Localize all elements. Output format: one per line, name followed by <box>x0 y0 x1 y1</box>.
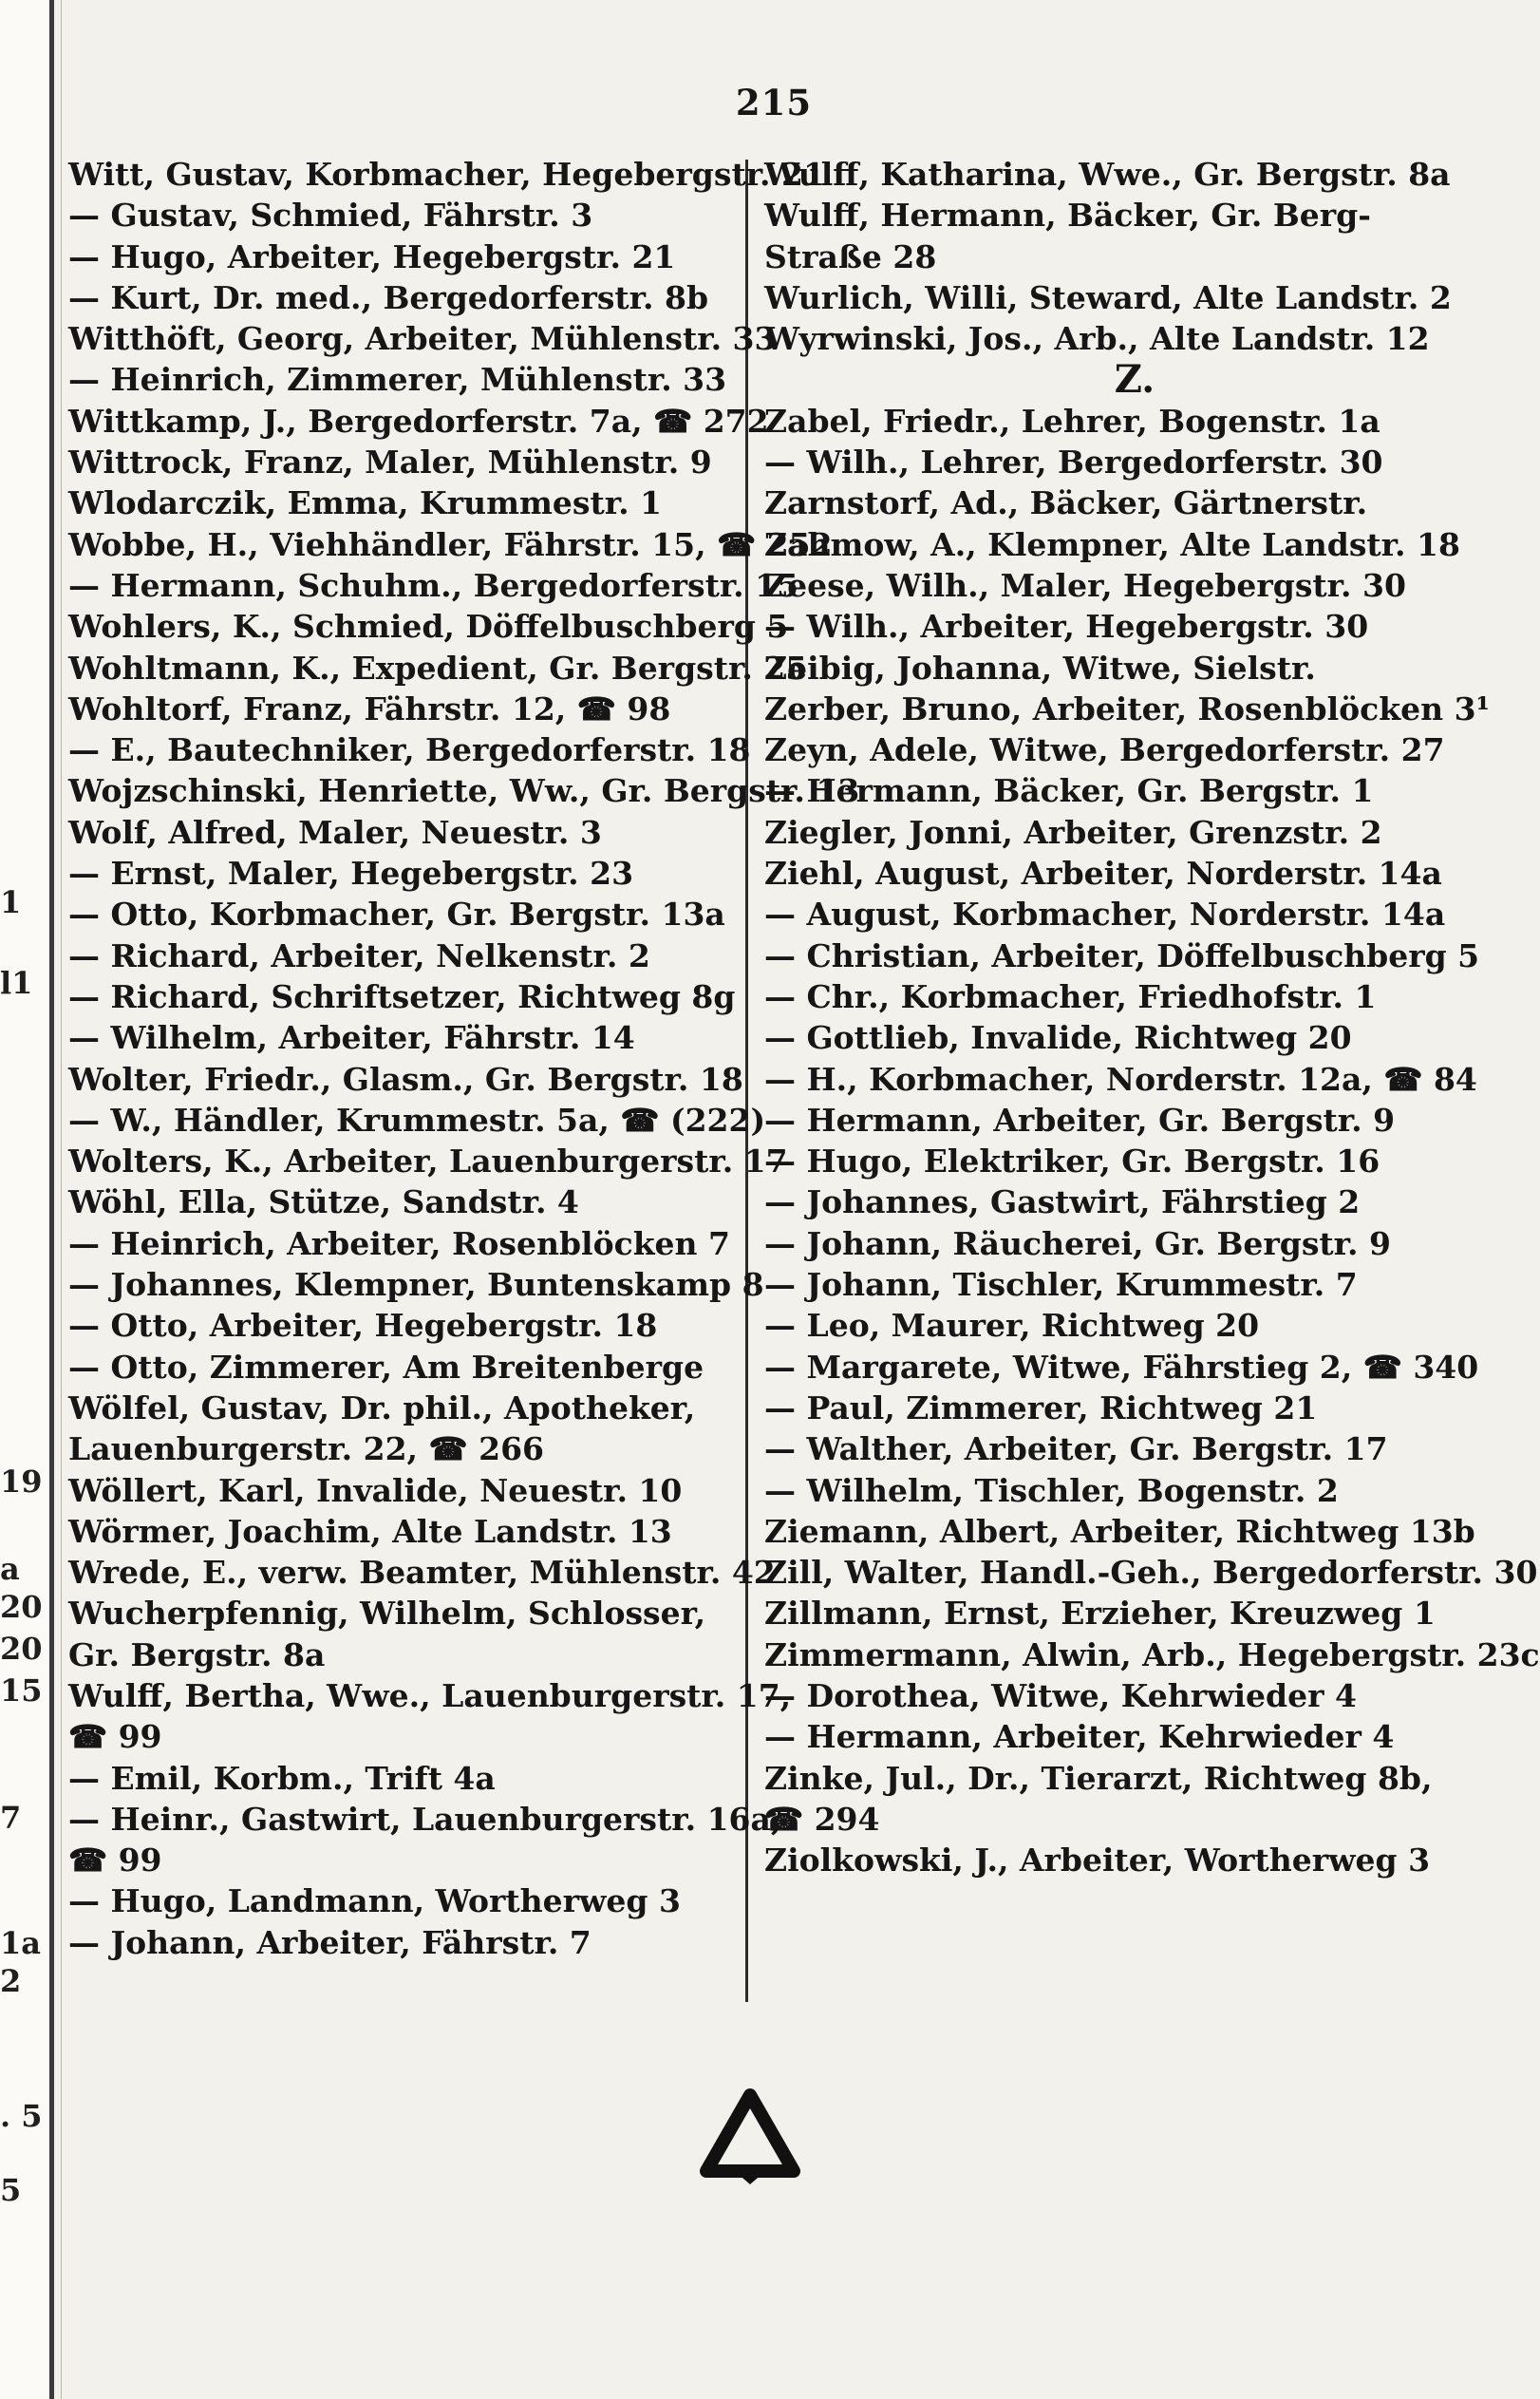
right-entry: Wulff, Katharina, Wwe., Gr. Bergstr. 8a <box>764 156 1451 193</box>
left-entry: Wlodarczik, Emma, Krummestr. 1 <box>68 484 663 522</box>
margin-fragment: l1 <box>0 965 33 1001</box>
left-entry: Wölfel, Gustav, Dr. phil., Apotheker, <box>68 1388 696 1426</box>
left-entry: — E., Bautechniker, Bergedorferstr. 18 <box>68 731 751 769</box>
left-entry: Wohltmann, K., Expedient, Gr. Bergstr. 25 <box>68 649 808 687</box>
left-entry: — Ernst, Maler, Hegebergstr. 23 <box>68 855 634 893</box>
right-entry: Straße 28 <box>764 237 937 275</box>
left-entry: Gr. Bergstr. 8a <box>68 1635 326 1673</box>
left-entry: Lauenburgerstr. 22, ☎ 266 <box>68 1430 545 1468</box>
right-entry: Wyrwinski, Jos., Arb., Alte Landstr. 12 <box>764 320 1430 358</box>
margin-fragment: 7 <box>0 1800 22 1836</box>
left-entry: — Johann, Arbeiter, Fährstr. 7 <box>68 1923 592 1961</box>
right-entry: Zeyn, Adele, Witwe, Bergedorferstr. 27 <box>764 731 1445 769</box>
right-entry: — Christian, Arbeiter, Döffelbuschberg 5 <box>764 936 1480 974</box>
margin-fragment: 5 <box>0 2172 22 2208</box>
right-entry: — Wilhelm, Tischler, Bogenstr. 2 <box>764 1471 1339 1509</box>
right-entry: Zeese, Wilh., Maler, Hegebergstr. 30 <box>764 566 1406 604</box>
left-entry: Wittrock, Franz, Maler, Mühlenstr. 9 <box>68 444 712 482</box>
left-entry: — Hermann, Schuhm., Bergedorferstr. 15 <box>68 566 799 604</box>
right-entry: Z. <box>1114 357 1155 403</box>
right-entry: — Hugo, Elektriker, Gr. Bergstr. 16 <box>764 1143 1380 1181</box>
left-entry: — Kurt, Dr. med., Bergedorferstr. 8b <box>68 278 709 316</box>
binding-edge-line <box>49 0 54 2399</box>
triangle-ornament-icon <box>701 2089 799 2184</box>
left-entry: Wojzschinski, Henriette, Ww., Gr. Bergstr. 13 <box>68 772 860 810</box>
left-entry: — Emil, Korbm., Trift 4a <box>68 1759 496 1797</box>
left-entry: — Richard, Arbeiter, Nelkenstr. 2 <box>68 936 650 974</box>
left-entry: Wolter, Friedr., Glasm., Gr. Bergstr. 18 <box>68 1060 743 1098</box>
left-entry: ☎ 99 <box>68 1718 162 1756</box>
right-entry: Zill, Walter, Handl.-Geh., Bergedorferstr. 30 <box>764 1554 1538 1592</box>
left-entry: — Heinrich, Zimmerer, Mühlenstr. 33 <box>68 361 727 399</box>
left-entry: Wöhl, Ella, Stütze, Sandstr. 4 <box>68 1183 579 1221</box>
right-entry: Wurlich, Willi, Steward, Alte Landstr. 2 <box>764 278 1452 316</box>
left-entry: — Wilhelm, Arbeiter, Fährstr. 14 <box>68 1019 635 1057</box>
left-entry: — Richard, Schriftsetzer, Richtweg 8g <box>68 977 736 1015</box>
left-entry: — Heinrich, Arbeiter, Rosenblöcken 7 <box>68 1224 730 1262</box>
right-entry: — H., Korbmacher, Norderstr. 12a, ☎ 84 <box>764 1060 1477 1098</box>
left-entry: Wobbe, H., Viehhändler, Fährstr. 15, ☎ 252 <box>68 525 833 563</box>
right-entry: Zerber, Bruno, Arbeiter, Rosenblöcken 3¹ <box>764 689 1491 727</box>
right-entry: Zinke, Jul., Dr., Tierarzt, Richtweg 8b, <box>764 1759 1433 1797</box>
left-entry: Wulff, Bertha, Wwe., Lauenburgerstr. 17, <box>68 1676 792 1714</box>
margin-fragment: 20 <box>0 1631 43 1667</box>
right-entry: — August, Korbmacher, Norderstr. 14a <box>764 896 1446 934</box>
right-entry: — Wilh., Lehrer, Bergedorferstr. 30 <box>764 444 1383 482</box>
left-entry: — Otto, Korbmacher, Gr. Bergstr. 13a <box>68 896 725 934</box>
right-entry: — Hermann, Arbeiter, Kehrwieder 4 <box>764 1718 1395 1756</box>
right-entry: — Gottlieb, Invalide, Richtweg 20 <box>764 1019 1352 1057</box>
right-entry: — Leo, Maurer, Richtweg 20 <box>764 1307 1260 1345</box>
page-number: 215 <box>735 82 813 123</box>
margin-fragment: 1 <box>0 884 22 920</box>
right-entry: — Hermann, Arbeiter, Gr. Bergstr. 9 <box>764 1101 1396 1139</box>
left-entry: — Heinr., Gastwirt, Lauenburgerstr. 16a, <box>68 1800 782 1838</box>
right-entry: Ziemann, Albert, Arbeiter, Richtweg 13b <box>764 1512 1475 1550</box>
left-entry: Wittkamp, J., Bergedorferstr. 7a, ☎ 272 <box>68 402 769 440</box>
right-entry: — Paul, Zimmerer, Richtweg 21 <box>764 1388 1318 1426</box>
right-entry: Zeibig, Johanna, Witwe, Sielstr. <box>764 649 1316 687</box>
right-column <box>764 154 1540 1880</box>
right-entry: — Johann, Tischler, Krummestr. 7 <box>764 1266 1358 1304</box>
right-entry: — Walther, Arbeiter, Gr. Bergstr. 17 <box>764 1430 1388 1468</box>
left-entry: — W., Händler, Krummestr. 5a, ☎ (222) <box>68 1101 766 1139</box>
left-entry: Wörmer, Joachim, Alte Landstr. 13 <box>68 1512 672 1550</box>
right-entry: — Margarete, Witwe, Fährstieg 2, ☎ 340 <box>764 1348 1479 1386</box>
right-entry: ☎ 294 <box>764 1800 880 1838</box>
right-entry: Zahmow, A., Klempner, Alte Landstr. 18 <box>764 525 1460 563</box>
binding-edge-thin-line <box>61 0 62 2399</box>
right-entry: Zillmann, Ernst, Erzieher, Kreuzweg 1 <box>764 1595 1436 1633</box>
left-entry: Wöllert, Karl, Invalide, Neuestr. 10 <box>68 1471 683 1509</box>
left-entry: — Hugo, Landmann, Wortherweg 3 <box>68 1882 681 1920</box>
right-entry: Ziolkowski, J., Arbeiter, Wortherweg 3 <box>764 1842 1431 1880</box>
margin-fragment: 19 <box>0 1464 43 1500</box>
left-entry: Witthöft, Georg, Arbeiter, Mühlenstr. 33 <box>68 320 777 358</box>
left-entry: Wolters, K., Arbeiter, Lauenburgerstr. 17 <box>68 1143 788 1181</box>
left-entry: Wolf, Alfred, Maler, Neuestr. 3 <box>68 813 602 851</box>
right-entry: Zimmermann, Alwin, Arb., Hegebergstr. 23c <box>764 1635 1540 1673</box>
right-entry: — Johannes, Gastwirt, Fährstieg 2 <box>764 1183 1361 1221</box>
margin-fragment: a <box>0 1551 20 1587</box>
left-entry: ☎ 99 <box>68 1842 162 1880</box>
right-entry: Zarnstorf, Ad., Bäcker, Gärtnerstr. <box>764 484 1368 522</box>
right-entry: — Johann, Räucherei, Gr. Bergstr. 9 <box>764 1224 1391 1262</box>
right-entry: Wulff, Hermann, Bäcker, Gr. Berg- <box>764 197 1371 235</box>
left-entry: — Johannes, Klempner, Buntenskamp 8 <box>68 1266 764 1304</box>
right-entry: — Chr., Korbmacher, Friedhofstr. 1 <box>764 977 1377 1015</box>
left-entry: Wohlers, K., Schmied, Döffelbuschberg 5 <box>68 608 789 646</box>
left-entry: Witt, Gustav, Korbmacher, Hegebergstr. 21 <box>68 156 825 193</box>
margin-fragment: 15 <box>0 1672 43 1709</box>
left-entry: Wrede, E., verw. Beamter, Mühlenstr. 42 <box>68 1554 776 1592</box>
left-entry: — Hugo, Arbeiter, Hegebergstr. 21 <box>68 237 676 275</box>
margin-fragment: . 5 <box>0 2098 43 2134</box>
margin-fragment: 1a <box>0 1925 41 1961</box>
right-entry: Zabel, Friedr., Lehrer, Bogenstr. 1a <box>764 402 1380 440</box>
margin-fragment: 20 <box>0 1589 43 1625</box>
binding-gutter <box>0 0 49 2399</box>
right-entry: Ziegler, Jonni, Arbeiter, Grenzstr. 2 <box>764 813 1382 851</box>
left-entry: Wucherpfennig, Wilhelm, Schlosser, <box>68 1595 706 1633</box>
right-entry: — Dorothea, Witwe, Kehrwieder 4 <box>764 1676 1357 1714</box>
left-entry: — Otto, Zimmerer, Am Breitenberge <box>68 1348 704 1386</box>
right-entry: — Wilh., Arbeiter, Hegebergstr. 30 <box>764 608 1369 646</box>
right-entry: — Hermann, Bäcker, Gr. Bergstr. 1 <box>764 772 1374 810</box>
left-entry: — Gustav, Schmied, Fährstr. 3 <box>68 197 593 235</box>
left-entry: Wohltorf, Franz, Fährstr. 12, ☎ 98 <box>68 689 671 727</box>
margin-fragment: 2 <box>0 1963 22 1999</box>
left-entry: — Otto, Arbeiter, Hegebergstr. 18 <box>68 1307 658 1345</box>
right-entry: Ziehl, August, Arbeiter, Norderstr. 14a <box>764 855 1442 893</box>
